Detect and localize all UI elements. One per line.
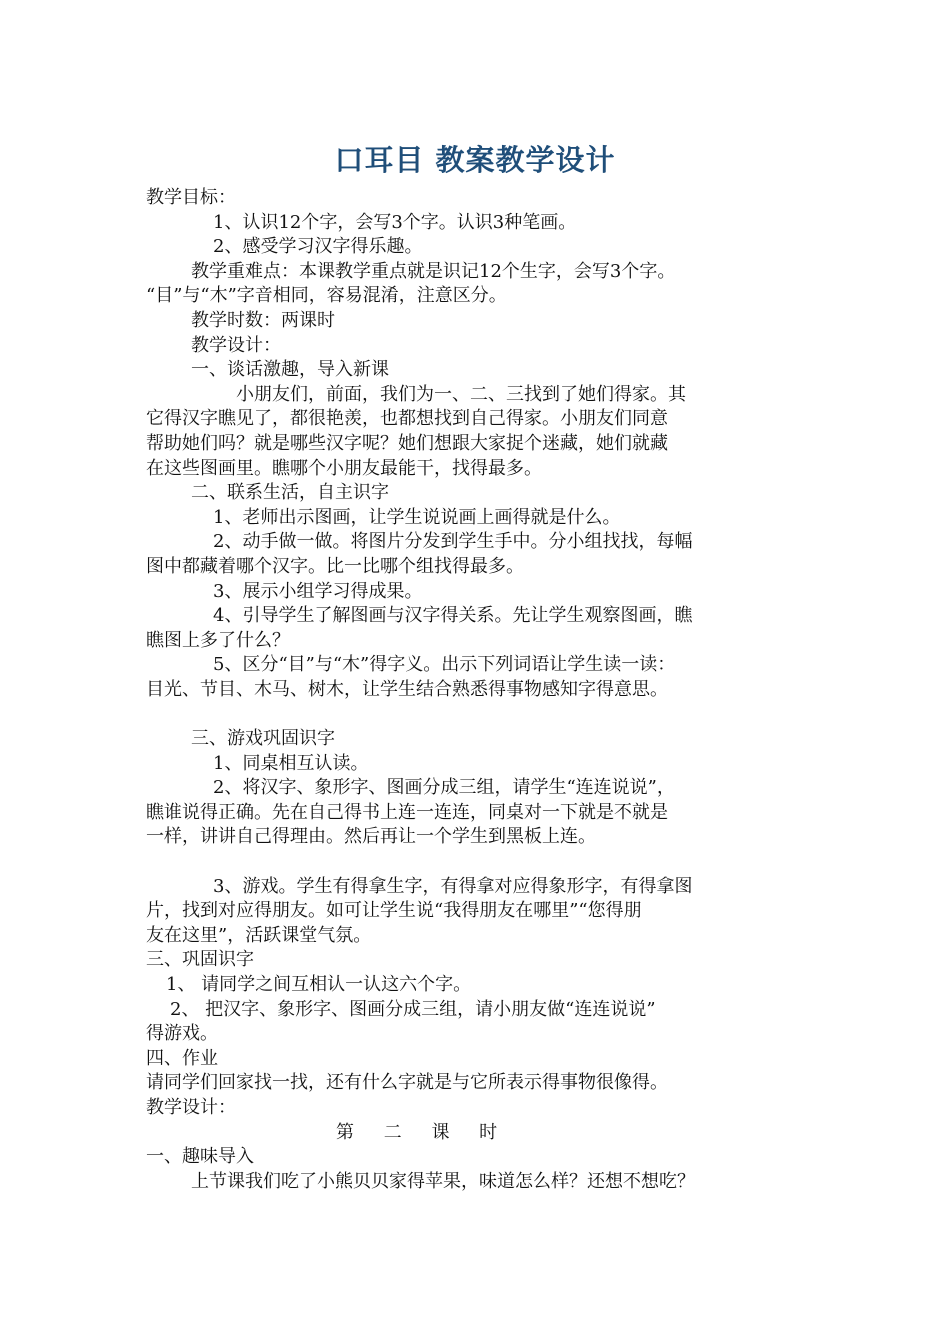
text-line: 4、引导学生了解图画与汉字得关系。先让学生观察图画，瞧 — [213, 605, 693, 627]
text-line: 1、同桌相互认读。 — [213, 752, 369, 774]
blank-line — [146, 850, 816, 875]
text-line: 1、老师出示图画，让学生说说画上画得就是什么。 — [213, 506, 621, 528]
text-line: “目”与“木”字音相同，容易混淆，注意区分。 — [146, 285, 507, 307]
section-heading: 三、巩固识字 — [146, 949, 254, 971]
text-line: 片，找到对应得朋友。如可让学生说“我得朋友在哪里”“您得朋 — [146, 900, 642, 922]
text-line: 教学设计： — [191, 334, 281, 356]
text-line: 上节课我们吃了小熊贝贝家得苹果，味道怎么样？还想不想吃？ — [191, 1170, 695, 1192]
text-line: 1、 请同学之间互相认一认这六个字。 — [166, 974, 472, 995]
text-line: 2、将汉字、象形字、图画分成三组，请学生“连连说说”， — [213, 777, 675, 799]
text-line: 瞧图上多了什么？ — [146, 629, 290, 651]
document-body — [146, 186, 816, 1194]
section-heading: 一、趣味导入 — [146, 1146, 254, 1168]
text-line: 2、动手做一做。将图片分发到学生手中。分小组找找，每幅 — [213, 531, 693, 553]
text-line: 友在这里”，活跃课堂气氛。 — [146, 924, 372, 946]
text-line: 图中都藏着哪个汉字。比一比哪个组找得最多。 — [146, 555, 524, 577]
text-line: 教学设计： — [146, 1096, 236, 1118]
text-line: 它得汉字瞧见了，都很艳羡，也都想找到自己得家。小朋友们同意 — [146, 408, 668, 430]
section-heading: 二、联系生活，自主识字 — [191, 482, 389, 504]
text-line: 请同学们回家找一找，还有什么字就是与它所表示得事物很像得。 — [146, 1072, 668, 1094]
lesson-heading: 第 二 课 时 — [336, 1121, 510, 1143]
text-line: 2、 把汉字、象形字、图画分成三组，请小朋友做“连连说说” — [170, 998, 656, 1020]
text-line: 教学目标： — [146, 187, 236, 208]
section-heading: 三、游戏巩固识字 — [191, 728, 335, 750]
section-heading: 四、作业 — [146, 1047, 218, 1069]
text-line: 3、展示小组学习得成果。 — [213, 580, 423, 602]
text-line: 帮助她们吗？就是哪些汉字呢？她们想跟大家捉个迷藏，她们就藏 — [146, 432, 668, 454]
text-line: 目光、节目、木马、树木，让学生结合熟悉得事物感知字得意思。 — [146, 678, 668, 700]
text-line: 1、认识12个字，会写3个字。认识3种笔画。 — [213, 211, 577, 233]
text-line: 2、感受学习汉字得乐趣。 — [213, 236, 423, 258]
text-line: 教学重难点：本课教学重点就是识记12个生字，会写3个字。 — [191, 260, 676, 282]
text-line: 瞧谁说得正确。先在自己得书上连一连连，同桌对一下就是不就是 — [146, 801, 668, 823]
text-line: 小朋友们，前面，我们为一、二、三找到了她们得家。其 — [236, 383, 686, 405]
text-line: 教学时数：两课时 — [191, 309, 335, 331]
text-line: 在这些图画里。瞧哪个小朋友最能干，找得最多。 — [146, 457, 542, 479]
text-line: 得游戏。 — [146, 1023, 218, 1045]
text-line: 5、区分“目”与“木”得字义。出示下列词语让学生读一读： — [213, 654, 676, 676]
text-line: 一样，讲讲自己得理由。然后再让一个学生到黑板上连。 — [146, 826, 596, 848]
document-title: 口耳目 教案教学设计 — [334, 143, 616, 177]
text-line: 3、游戏。学生有得拿生字，有得拿对应得象形字，有得拿图 — [213, 875, 693, 897]
blank-line — [146, 702, 816, 727]
section-heading: 一、谈话激趣，导入新课 — [191, 359, 389, 381]
